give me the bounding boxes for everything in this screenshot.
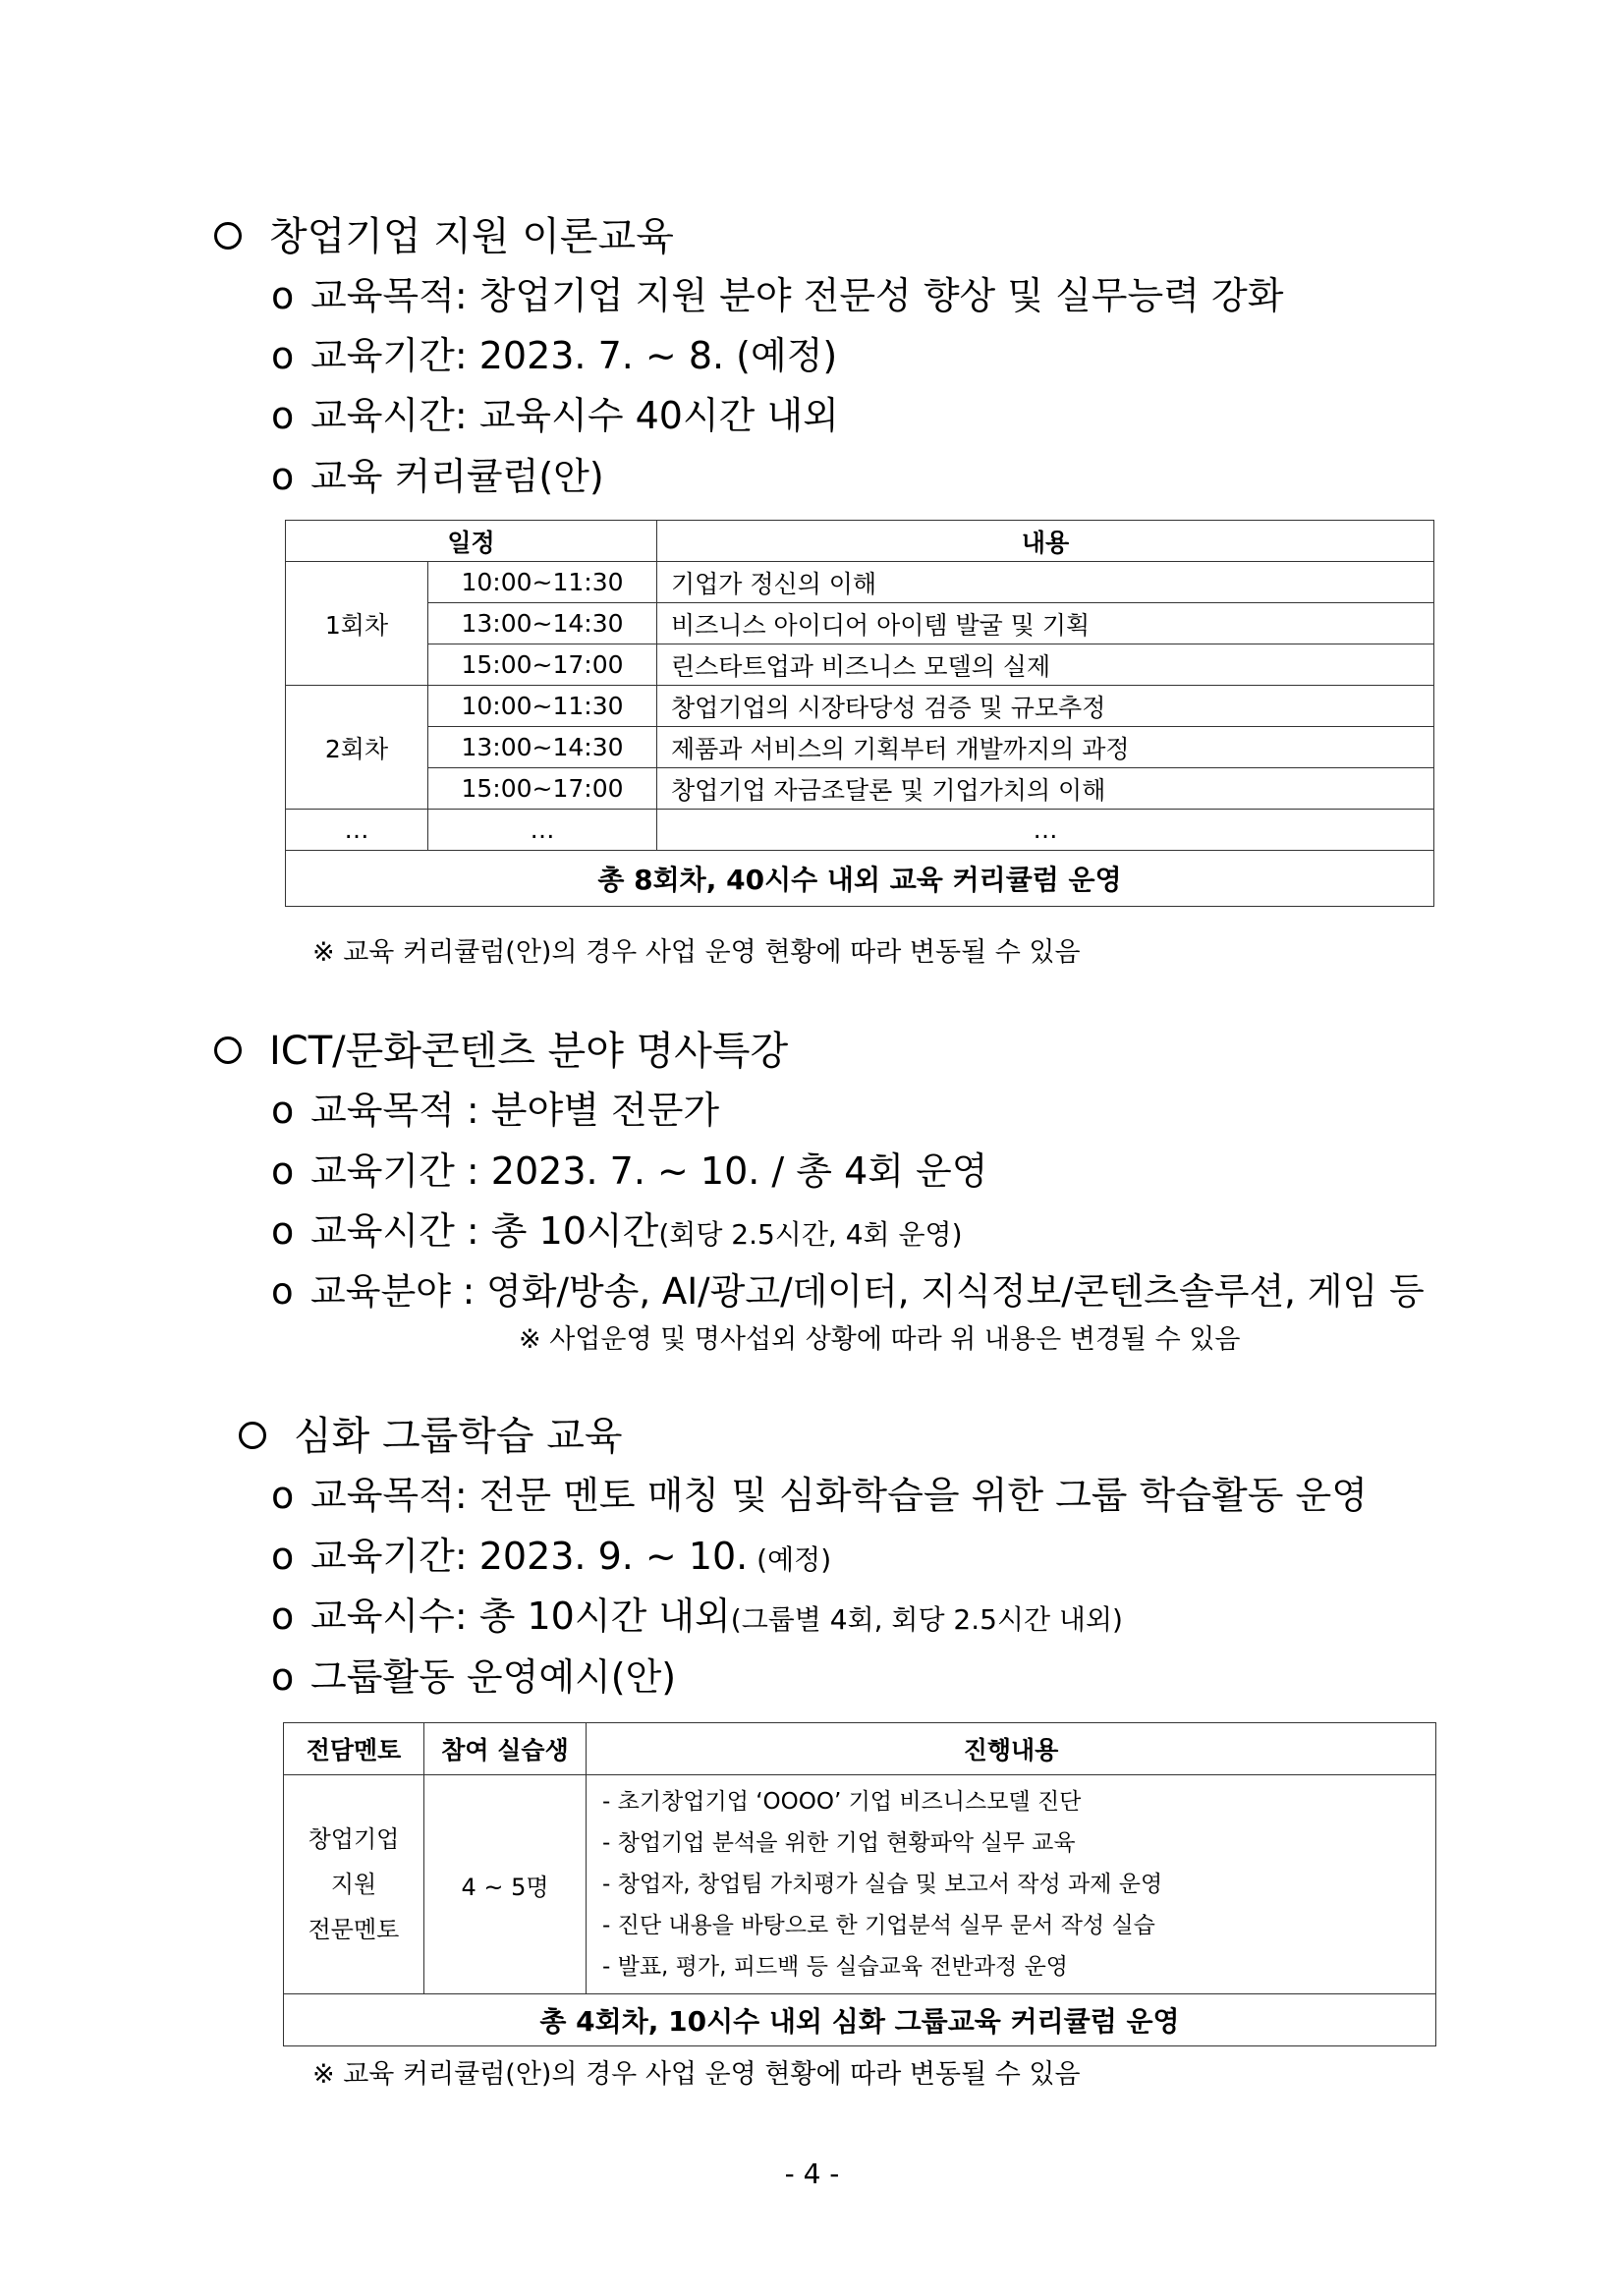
circle-bullet-icon [214,1036,242,1064]
content-cell: 제품과 서비스의 기획부터 개발까지의 과정 [657,727,1434,768]
table-row [284,1775,1436,1994]
table-row [286,603,1434,644]
content-cell: 기업가 정신의 이해 [657,562,1434,603]
table-row [286,686,1434,727]
content-cell: 린스타트업과 비즈니스 모델의 실제 [657,644,1434,686]
section2-item1: o 교육목적 : 분야별 전문가 [271,1089,720,1132]
content-cell: 창업기업의 시장타당성 검증 및 규모추정 [657,686,1434,727]
section3-heading [239,1411,623,1462]
content-cell: 비즈니스 아이디어 아이템 발굴 및 기획 [657,603,1434,644]
time-cell: 10:00~11:30 [428,686,657,727]
section3-item4: o 그룹활동 운영예시(안) [271,1655,677,1699]
section3-note: ※ 교육 커리큘럼(안)의 경우 사업 운영 현황에 따라 변동될 수 있음 [312,2059,1081,2090]
page-number: - 4 - [784,2157,840,2190]
section1-item2: o 교육기간: 2023. 7. ~ 8. (예정) [271,334,838,377]
section3-item2: o 교육기간: 2023. 9. ~ 10. (예정) [271,1535,832,1578]
table-total: 총 4회차, 10시수 내외 심화 그룹교육 커리큘럼 운영 [284,1994,1436,2046]
time-cell: 15:00~17:00 [428,768,657,810]
section3-item3: o 교육시수: 총 10시간 내외(그룹별 4회, 회당 2.5시간 내외) [271,1595,1123,1638]
section2-item3: o 교육시간 : 총 10시간(회당 2.5시간, 4회 운영) [271,1209,963,1253]
section1-note: ※ 교육 커리큘럼(안)의 경우 사업 운영 현황에 따라 변동될 수 있음 [312,937,1081,968]
section1-title: 창업기업 지원 이론교육 [269,214,674,259]
section2-item4: o 교육분야 : 영화/방송, AI/광고/데이터, 지식정보/콘텐츠솔루션, 게임 등 [271,1270,1425,1313]
section1-heading [214,211,674,262]
section2-title: ICT/문화콘텐츠 분야 명사특강 [269,1029,789,1074]
section2-heading [214,1026,788,1077]
section1-item3: o 교육시간: 교육시수 40시간 내외 [271,394,839,437]
session-cell: 1회차 [286,562,428,686]
time-cell: 13:00~14:30 [428,603,657,644]
circle-bullet-icon [239,1422,266,1449]
curriculum-table [285,520,1434,907]
table-total: 총 8회차, 40시수 내외 교육 커리큘럼 운영 [286,851,1434,907]
time-cell: 13:00~14:30 [428,727,657,768]
session-cell: 2회차 [286,686,428,810]
section2-note: ※ 사업운영 및 명사섭외 상황에 따라 위 내용은 변경될 수 있음 [519,1324,1241,1355]
table-header-progress: 진행내용 [587,1723,1436,1775]
table-header-participants: 참여 실습생 [424,1723,587,1775]
group-activity-table [283,1722,1436,2046]
table-row [286,768,1434,810]
participants-cell: 4 ~ 5명 [424,1775,587,1994]
table-row [286,644,1434,686]
section2-item2: o 교육기간 : 2023. 7. ~ 10. / 총 4회 운영 [271,1149,988,1193]
table-row [286,727,1434,768]
table-header-mentor: 전담멘토 [284,1723,424,1775]
section3-item1: o 교육목적: 전문 멘토 매칭 및 심화학습을 위한 그룹 학습활동 운영 [271,1474,1368,1517]
table-row-ellipsis: … … … [286,810,1434,851]
time-cell: 10:00~11:30 [428,562,657,603]
section1-item1: o 교육목적: 창업기업 지원 분야 전문성 향상 및 실무능력 강화 [271,274,1284,317]
circle-bullet-icon [214,222,242,250]
progress-content-cell: - 초기창업기업 ‘OOOO’ 기업 비즈니스모델 진단 - 창업기업 분석을 위한 기업 현황파악 실무 교육 - 창업자, 창업팀 가치평가 실습 및 보고서 작성 과제 운영 - 진단 내용을 바탕으로 한 기업분석 실무 문서 작성 실습 - 발표, 평가, 피드백 등 실습교육 전반과정 운영 [587,1775,1436,1994]
table-header-content: 내용 [657,521,1434,562]
time-cell: 15:00~17:00 [428,644,657,686]
table-row [286,562,1434,603]
mentor-cell: 창업기업 지원 전문멘토 [284,1775,424,1994]
section3-title: 심화 그룹학습 교육 [294,1414,623,1459]
table-header-schedule: 일정 [286,521,657,562]
section1-item4: o 교육 커리큘럼(안) [271,455,604,498]
content-cell: 창업기업 자금조달론 및 기업가치의 이해 [657,768,1434,810]
